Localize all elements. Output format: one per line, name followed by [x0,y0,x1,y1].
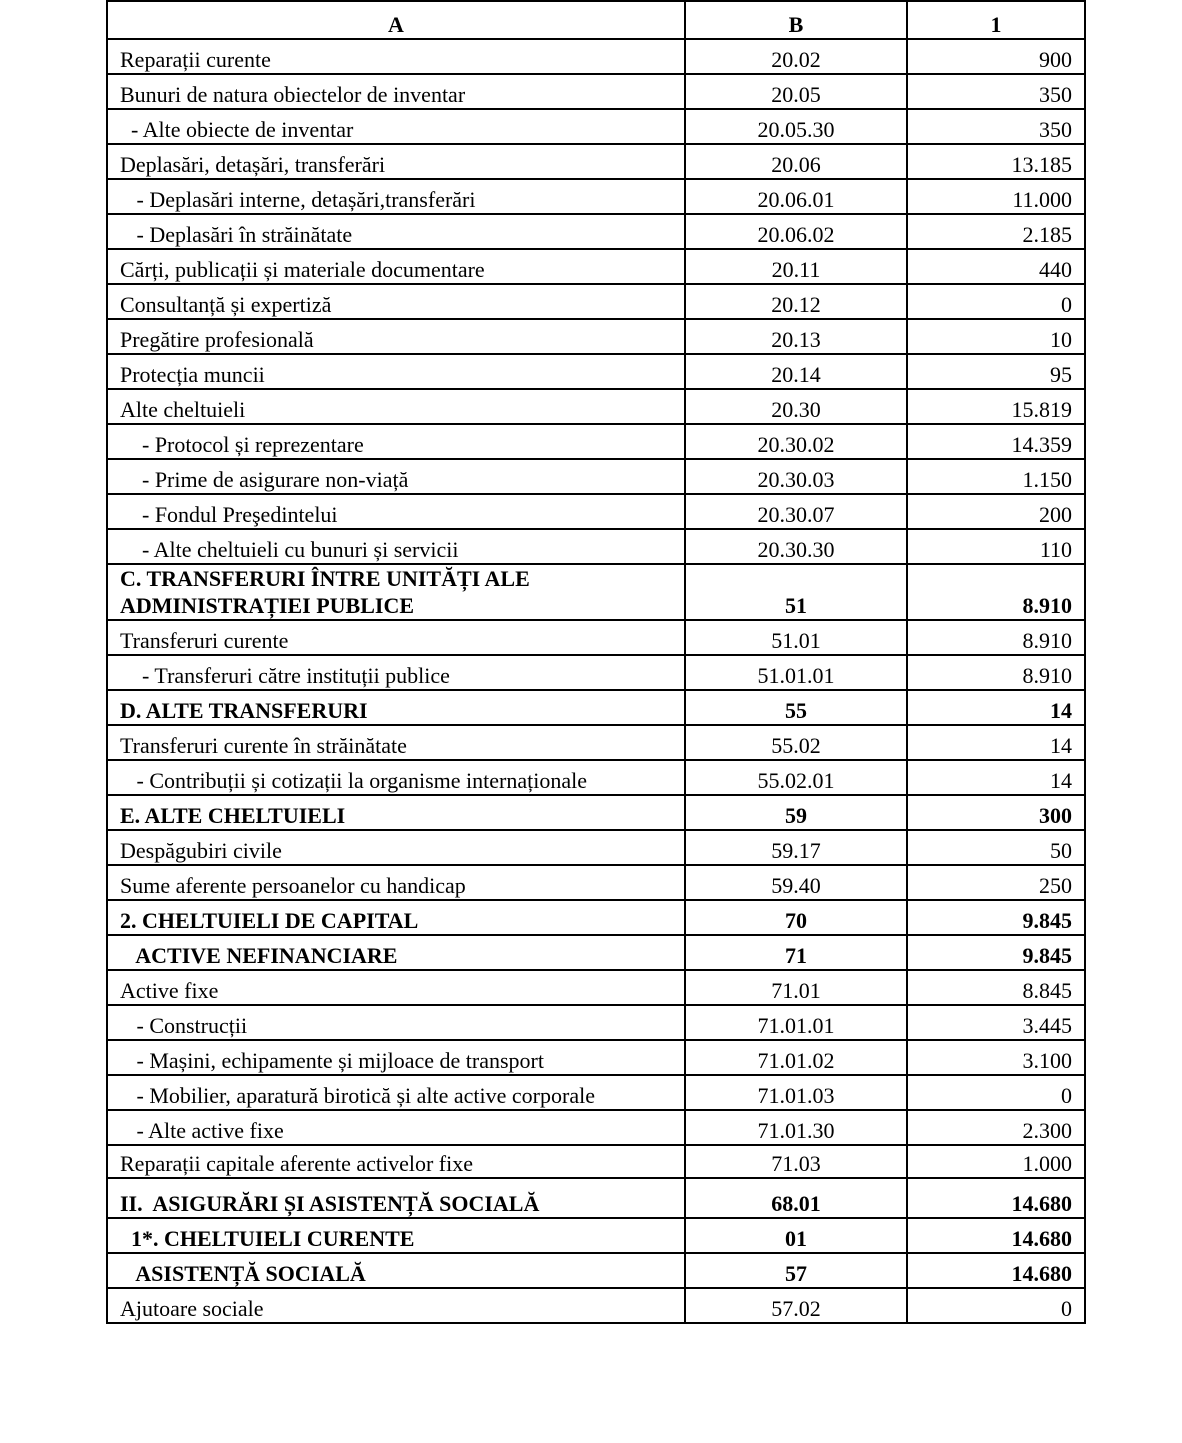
table-row [107,214,1085,249]
row-amount: 3.445 [907,1005,1085,1040]
table-row [107,354,1085,389]
row-code: 20.30 [685,389,907,424]
row-label: ACTIVE NEFINANCIARE [107,935,685,970]
row-amount: 1.150 [907,459,1085,494]
row-code: 71.01.01 [685,1005,907,1040]
table-row [107,109,1085,144]
row-label: C. TRANSFERURI ÎNTRE UNITĂȚI ALE ADMINISTRAȚIEI PUBLICE [107,564,685,620]
table-row [107,459,1085,494]
row-label: - Alte cheltuieli cu bunuri și servicii [107,529,685,564]
column-header-a: A [107,1,685,39]
row-amount: 50 [907,830,1085,865]
table-row [107,389,1085,424]
row-label: Protecția muncii [107,354,685,389]
row-code: 71.01 [685,970,907,1005]
row-amount: 14 [907,725,1085,760]
row-code: 20.13 [685,319,907,354]
row-amount: 200 [907,494,1085,529]
table-row [107,284,1085,319]
row-label: Deplasări, detașări, transferări [107,144,685,179]
table-row [107,74,1085,109]
row-label: Cărți, publicații și materiale documentare [107,249,685,284]
table-row [107,620,1085,655]
row-code: 57.02 [685,1288,907,1323]
row-amount: 0 [907,1075,1085,1110]
row-amount: 13.185 [907,144,1085,179]
table-row [107,690,1085,725]
row-code: 57 [685,1253,907,1288]
row-amount: 9.845 [907,935,1085,970]
row-amount: 0 [907,1288,1085,1323]
row-code: 71.01.30 [685,1110,907,1145]
table-row [107,760,1085,795]
row-code: 71.01.02 [685,1040,907,1075]
row-amount: 14 [907,690,1085,725]
table-row [107,865,1085,900]
table-row [107,935,1085,970]
row-label: Reparații curente [107,39,685,74]
table-row [107,1145,1085,1178]
row-code: 20.30.07 [685,494,907,529]
row-code: 55 [685,690,907,725]
table-row [107,900,1085,935]
row-code: 55.02.01 [685,760,907,795]
row-code: 20.14 [685,354,907,389]
row-amount: 2.300 [907,1110,1085,1145]
row-label: - Mobilier, aparatură birotică și alte active corporale [107,1075,685,1110]
row-label: E. ALTE CHELTUIELI [107,795,685,830]
row-code: 71.03 [685,1145,907,1178]
row-amount: 8.845 [907,970,1085,1005]
row-code: 51.01 [685,620,907,655]
row-code: 20.06.02 [685,214,907,249]
table-header-row [107,1,1085,39]
table-row [107,1075,1085,1110]
row-amount: 3.100 [907,1040,1085,1075]
row-amount: 350 [907,74,1085,109]
row-label: Transferuri curente [107,620,685,655]
row-amount: 440 [907,249,1085,284]
table-row [107,179,1085,214]
row-amount: 14.680 [907,1253,1085,1288]
row-code: 20.06.01 [685,179,907,214]
row-code: 20.30.02 [685,424,907,459]
row-label: Despăgubiri civile [107,830,685,865]
row-amount: 8.910 [907,564,1085,620]
row-code: 71 [685,935,907,970]
row-code: 55.02 [685,725,907,760]
row-amount: 900 [907,39,1085,74]
row-amount: 15.819 [907,389,1085,424]
table-row [107,795,1085,830]
table-row [107,529,1085,564]
table-row [107,725,1085,760]
row-label: Active fixe [107,970,685,1005]
row-label: - Construcții [107,1005,685,1040]
row-code: 71.01.03 [685,1075,907,1110]
row-amount: 14 [907,760,1085,795]
row-code: 20.06 [685,144,907,179]
table-row [107,424,1085,459]
table-row [107,1040,1085,1075]
row-label: - Transferuri către instituții publice [107,655,685,690]
row-label: - Fondul Preşedintelui [107,494,685,529]
row-label: II. ASIGURĂRI ȘI ASISTENȚĂ SOCIALĂ [107,1178,685,1218]
table-row [107,1253,1085,1288]
row-code: 59.17 [685,830,907,865]
table-row [107,970,1085,1005]
table-row [107,655,1085,690]
row-amount: 350 [907,109,1085,144]
row-code: 20.05.30 [685,109,907,144]
row-label: - Protocol și reprezentare [107,424,685,459]
row-code: 51.01.01 [685,655,907,690]
row-label: Ajutoare sociale [107,1288,685,1323]
row-amount: 10 [907,319,1085,354]
row-label: - Mașini, echipamente și mijloace de transport [107,1040,685,1075]
row-amount: 95 [907,354,1085,389]
row-code: 20.11 [685,249,907,284]
table-row [107,1110,1085,1145]
table-row [107,249,1085,284]
table-row [107,144,1085,179]
table-row [107,1178,1085,1218]
row-label: D. ALTE TRANSFERURI [107,690,685,725]
row-label: - Prime de asigurare non-viață [107,459,685,494]
row-amount: 110 [907,529,1085,564]
table-row [107,1005,1085,1040]
row-code: 20.05 [685,74,907,109]
row-code: 70 [685,900,907,935]
row-label: Sume aferente persoanelor cu handicap [107,865,685,900]
row-code: 20.02 [685,39,907,74]
table-row [107,319,1085,354]
row-label: - Contribuții și cotizații la organisme internaționale [107,760,685,795]
row-amount: 250 [907,865,1085,900]
table-row [107,494,1085,529]
table-row [107,1288,1085,1323]
row-code: 20.12 [685,284,907,319]
row-label: ASISTENȚĂ SOCIALĂ [107,1253,685,1288]
row-code: 51 [685,564,907,620]
row-label: Bunuri de natura obiectelor de inventar [107,74,685,109]
row-amount: 1.000 [907,1145,1085,1178]
row-label: 2. CHELTUIELI DE CAPITAL [107,900,685,935]
row-amount: 300 [907,795,1085,830]
row-code: 68.01 [685,1178,907,1218]
table-row [107,39,1085,74]
budget-table-body [107,1,1085,1323]
column-header-b: B [685,1,907,39]
row-code: 20.30.30 [685,529,907,564]
row-amount: 14.359 [907,424,1085,459]
row-amount: 14.680 [907,1218,1085,1253]
row-label: - Deplasări interne, detașări,transferări [107,179,685,214]
row-amount: 0 [907,284,1085,319]
row-amount: 11.000 [907,179,1085,214]
row-label: Alte cheltuieli [107,389,685,424]
row-label: 1*. CHELTUIELI CURENTE [107,1218,685,1253]
row-amount: 9.845 [907,900,1085,935]
column-header-1: 1 [907,1,1085,39]
table-row [107,1218,1085,1253]
row-amount: 8.910 [907,620,1085,655]
row-code: 20.30.03 [685,459,907,494]
budget-table [106,0,1086,1324]
row-label: Consultanță și expertiză [107,284,685,319]
row-code: 59.40 [685,865,907,900]
row-label: Pregătire profesională [107,319,685,354]
table-row [107,830,1085,865]
row-amount: 8.910 [907,655,1085,690]
row-code: 01 [685,1218,907,1253]
row-label: - Alte active fixe [107,1110,685,1145]
row-label: Transferuri curente în străinătate [107,725,685,760]
row-label: Reparații capitale aferente activelor fixe [107,1145,685,1178]
row-code: 59 [685,795,907,830]
row-label: - Alte obiecte de inventar [107,109,685,144]
table-row [107,564,1085,620]
row-amount: 2.185 [907,214,1085,249]
row-label: - Deplasări în străinătate [107,214,685,249]
row-amount: 14.680 [907,1178,1085,1218]
